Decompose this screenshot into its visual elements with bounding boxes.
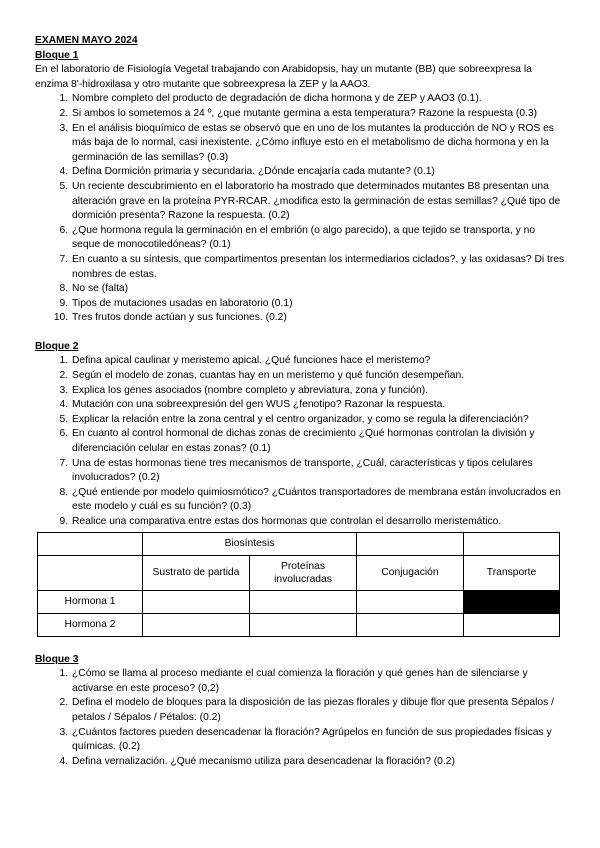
- table-column-header: Conjugación: [357, 555, 464, 590]
- block-1-questions: [35, 92, 565, 326]
- question-item: 4. Mutación con una sobreexpresión del gen WUS ¿fenotipo? Razonar la respuesta.: [71, 398, 565, 413]
- question-item: 6. ¿Que hormona regula la germinación en el embrión (o algo parecido), a que tejido se transporta, y no seque de monocotiledóneas? (0.1): [71, 224, 565, 253]
- block-2-questions: [35, 354, 565, 529]
- block-3-title: Bloque 3: [35, 653, 79, 665]
- question-item: 1. Nombre completo del producto de degradación de dicha hormona y de ZEP y AAO3 (0.1).: [71, 92, 565, 107]
- question-item: 8. No se (falta): [71, 282, 565, 297]
- question-item: 7. En cuanto a su síntesis, que compartimentos presentan los intermediarios ciclados?, y las oxidasas? Di tres nombres de estas.: [71, 253, 565, 282]
- exam-page: [35, 34, 565, 769]
- question-item: 9. Tipos de mutaciones usadas en laboratorio (0.1): [71, 297, 565, 312]
- question-item: 3. Explica los genes asociados (nombre completo y abreviatura, zona y función).: [71, 384, 565, 399]
- table-row-header: Hormona 2: [38, 613, 143, 636]
- question-item: 1. ¿Cómo se llama al proceso mediante el cual comienza la floración y qué genes han de silenciarse y activarse en este proceso? (0,2): [71, 667, 565, 696]
- question-item: 3. En el análisis bioquímico de estas se observó que en uno de los mutantes la producción de NO y ROS es más baja de lo normal, casi inexistente. ¿Cómo influye esto en el metabolismo de dicha hormona y en la germinación de las semillas? (0.3): [71, 122, 565, 166]
- table-cell: [143, 590, 250, 613]
- table-cell: [250, 613, 357, 636]
- table-cell-empty: [357, 532, 464, 555]
- question-item: 1. Defina apical caulinar y meristemo apical. ¿Qué funciones hace el meristemo?: [71, 354, 565, 369]
- question-item: 2. Según el modelo de zonas, cuantas hay en un meristemo y qué función desempeñan.: [71, 369, 565, 384]
- table-cell-empty: [38, 532, 143, 555]
- table-row-header: Hormona 1: [38, 590, 143, 613]
- question-item: 4. Defina vernalización. ¿Qué mecanismo utiliza para desencadenar la floración? (0.2): [71, 755, 565, 770]
- table-cell-filled: [464, 590, 560, 613]
- block-3-questions: [35, 667, 565, 769]
- block-1-title: Bloque 1: [35, 49, 79, 61]
- question-item: 5. Explicar la relación entre la zona central y el centro organizador, y como se regula la diferenciación?: [71, 413, 565, 428]
- exam-title: EXAMEN MAYO 2024: [35, 35, 138, 46]
- table-column-header: Transporte: [464, 555, 560, 590]
- question-item: 8. ¿Qué entiende por modelo quimiosmótico? ¿Cuántos transportadores de membrana están involucrados en este modelo y cuál es su función? (0.3): [71, 486, 565, 515]
- question-item: 5. Un reciente descubrimiento en el laboratorio ha mostrado que determinados mutantes B8 presentan una alteración grave en la proteína PYR-RCAR. ¿modifica esto la germinación de estas semillas? ¿Qué tipo de dormición presenta? Razone la respuesta. (0.2): [71, 180, 565, 224]
- table-header-biosintesis: Biosíntesis: [143, 532, 357, 555]
- table-cell-empty: [464, 532, 560, 555]
- table-column-header: Proteínas involucradas: [250, 555, 357, 590]
- table-column-header: Sustrato de partida: [143, 555, 250, 590]
- table-cell: [250, 590, 357, 613]
- block-2-title: Bloque 2: [35, 340, 79, 352]
- question-item: 3. ¿Cuántos factores pueden desencadenar la floración? Agrúpelos en función de sus propiedades físicas y químicas. (0.2): [71, 726, 565, 755]
- table-cell: [357, 613, 464, 636]
- question-item: 4. Defina Dormición primaria y secundaria. ¿Dónde encajaría cada mutante? (0.1): [71, 165, 565, 180]
- block-1-intro: En el laboratorio de Fisiología Vegetal trabajando con Arabidopsis, hay un mutante (BB) que sobreexpresa la enzima 8'-hidroxilasa y otro mutante que sobreexpresa la ZEP y la AAO3.: [35, 64, 532, 90]
- question-item: 2. Defina el modelo de bloques para la disposición de las piezas florales y dibuje flor que presenta Sépalos / petalos / Sépalos / Pétalos: (0.2): [71, 696, 565, 725]
- table-cell: [357, 590, 464, 613]
- table-cell: [143, 613, 250, 636]
- question-item: 6. En cuanto al control hormonal de dichas zonas de crecimiento ¿Qué hormonas controlan la división y diferenciación celular en estas zonas? (0.1): [71, 427, 565, 456]
- question-item: 2. Si ambos lo sometemos a 24 º, ¿que mutante germina a esta temperatura? Razone la respuesta (0.3): [71, 107, 565, 122]
- comparison-table: [37, 532, 560, 637]
- table-cell: [464, 613, 560, 636]
- question-item: 7. Una de estas hormonas tiene tres mecanismos de transporte, ¿Cuál, características y tipos celulares involucrados? (0.2): [71, 457, 565, 486]
- question-item: 10. Tres frutos donde actúan y sus funciones. (0.2): [71, 311, 565, 326]
- question-item: 9. Realice una comparativa entre estas dos hormonas que controlan el desarrollo meristemático.: [71, 515, 565, 530]
- table-cell-empty: [38, 555, 143, 590]
